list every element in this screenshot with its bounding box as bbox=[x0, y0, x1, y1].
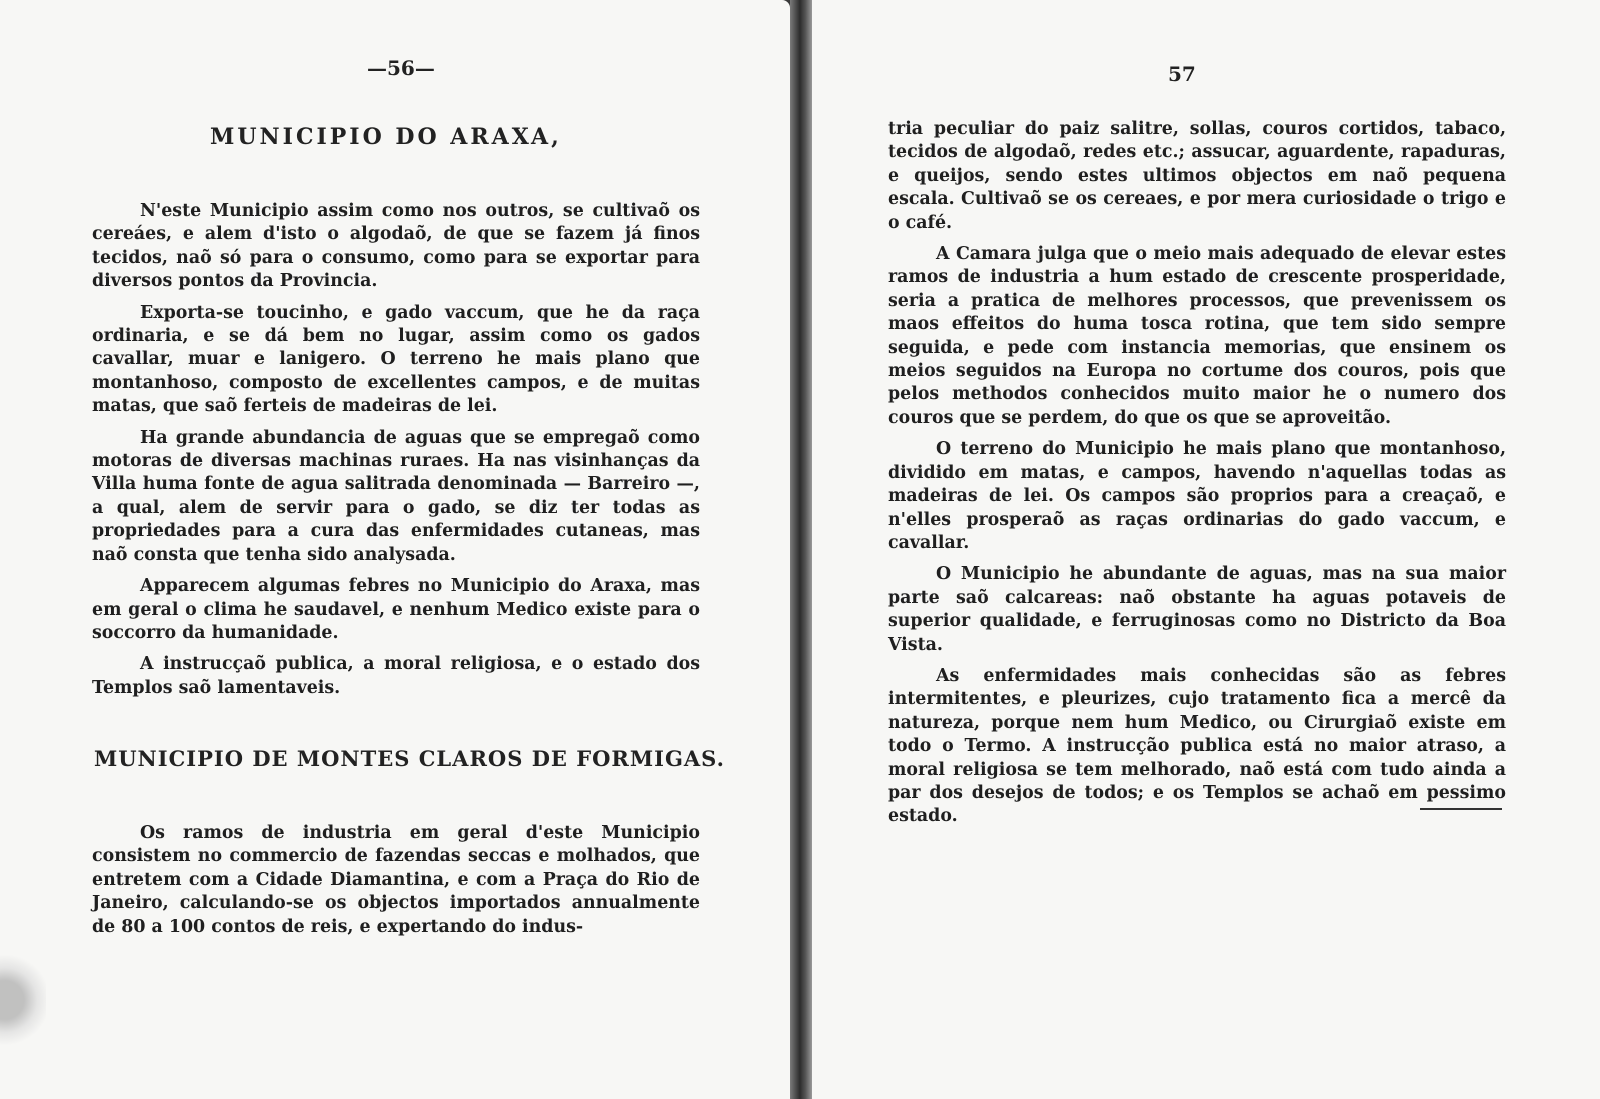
paragraph: O Municipio he abundante de aguas, mas na sua maior parte saõ calcareas: naõ obstante ha aguas potaveis de superior qualidade, e ferruginosas como no Districto da Boa Vista. bbox=[888, 564, 1506, 655]
paragraph: tria peculiar do paiz salitre, sollas, couros cortidos, tabaco, tecidos de algodaõ, redes etc.; assucar, aguardente, rapaduras, e queijos, sendo estes ultimos objectos em naõ pequena escala. Cultivaõ se os cereaes, e por mera curiosidade o trigo e o café. bbox=[888, 119, 1506, 233]
right-page-text bbox=[888, 118, 1506, 837]
paragraph: Ha grande abundancia de aguas que se empregaõ como motoras de diversas machinas ruraes. Ha nas visinhanças da Villa huma fonte de agua salitrada denominada — Barreiro —, a qual, alem de servir para o gado, se diz ter todas as propriedades para a cura das enfermidades cutaneas, mas naõ consta que tenha sido analysada. bbox=[92, 427, 700, 565]
left-page-number: —56— bbox=[367, 56, 435, 80]
end-rule bbox=[1420, 808, 1502, 810]
paragraph: O terreno do Municipio he mais plano que montanhoso, dividido em matas, e campos, havendo n'aquellas todas as madeiras de lei. Os campos são proprios para a creaçaõ, e n'elles prosperaõ as raças ordinarias do gado vaccum, e cavallar. bbox=[888, 439, 1506, 553]
right-page bbox=[812, 0, 1600, 1099]
paragraph: As enfermidades mais conhecidas são as febres intermitentes, e pleurizes, cujo tratamento fica a mercê da natureza, porque nem hum Medico, ou Cirurgiaõ existe em todo o Termo. A instrucção publica está no maior atraso, a moral religiosa se tem melhorado, naõ está com tudo ainda a par dos desejos de todos; e os Templos se achaõ em pessimo estado. bbox=[888, 665, 1506, 827]
paragraph: A instrucçaõ publica, a moral religiosa, e o estado dos Templos saõ lamentaveis. bbox=[92, 654, 700, 698]
heading-araxa: MUNICIPIO DO ARAXA, bbox=[210, 124, 562, 150]
paragraph: Apparecem algumas febres no Municipio do Araxa, mas em geral o clima he saudavel, e nenhum Medico existe para o soccorro da humanidade. bbox=[92, 576, 700, 643]
araxa-text bbox=[92, 200, 700, 708]
left-page bbox=[0, 0, 790, 1099]
right-page-number: 57 bbox=[1168, 62, 1196, 86]
paragraph: Os ramos de industria em geral d'este Municipio consistem no commercio de fazendas seccas e molhados, que entretem com a Cidade Diamantina, e com a Praça do Rio de Janeiro, calculando-se os objectos importados annualmente de 80 a 100 contos de reis, e expertando do indus- bbox=[92, 823, 700, 937]
book-spine bbox=[790, 0, 812, 1099]
page-wear-mark bbox=[0, 950, 46, 1050]
paragraph: A Camara julga que o meio mais adequado de elevar estes ramos de industria a hum estado de crescente prosperidade, seria a pratica de melhores processos, que prevenissem os maos effeitos do huma tosca rotina, que tem sido sempre seguida, e pede com instancia memorias, que ensinem os meios seguidos na Europa no cortume dos couros, pois que pelos methodos conhecidos muito maior he o numero dos couros que se perdem, do que os que se aproveitão. bbox=[888, 244, 1506, 428]
paragraph: N'este Municipio assim como nos outros, se cultivaõ os cereáes, e alem d'isto o algodaõ, de que se fazem já finos tecidos, naõ só para o consumo, como para se exportar para diversos pontos da Provincia. bbox=[92, 201, 700, 292]
paragraph: Exporta-se toucinho, e gado vaccum, que he da raça ordinaria, e se dá bem no lugar, assim como os gados cavallar, muar e lanigero. O terreno he mais plano que montanhoso, composto de excellentes campos, e de muitas matas, que saõ ferteis de madeiras de lei. bbox=[92, 302, 700, 417]
heading-montes-claros: MUNICIPIO DE MONTES CLAROS DE FORMIGAS. bbox=[94, 746, 725, 771]
montes-claros-text bbox=[92, 822, 700, 947]
